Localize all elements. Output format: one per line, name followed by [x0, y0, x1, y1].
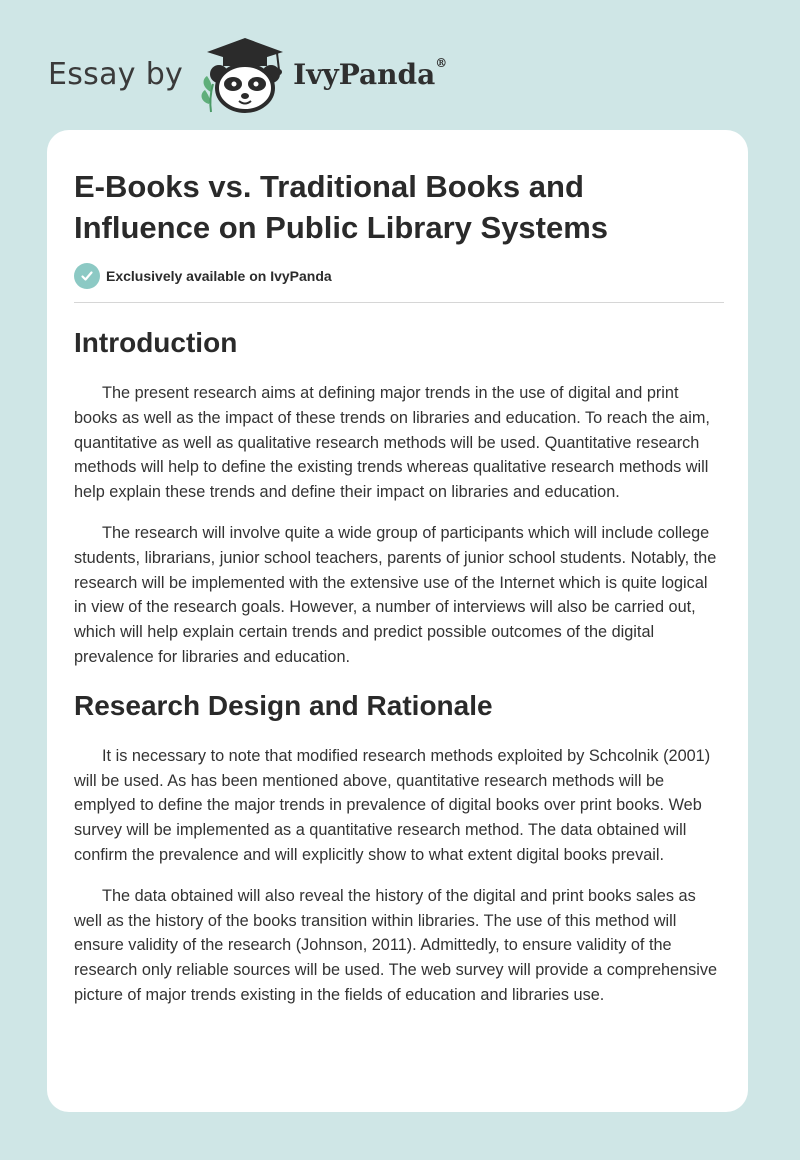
site-header — [48, 34, 447, 114]
panda-logo-icon[interactable] — [197, 34, 289, 114]
paragraph: The present research aims at defining major trends in the use of digital and print books as well as the impact of these trends on libraries and education. To reach the aim, quantitative as well as qualitative research methods will be used. Quantitative research methods will help to define the existing trends whereas qualitative research methods will help explain these trends and define their impact on libraries and education. — [74, 384, 710, 502]
section-heading-research-design: Research Design and Rationale — [74, 689, 493, 721]
brand-name: IvyPanda® — [293, 55, 448, 91]
exclusive-badge — [74, 262, 724, 290]
article-card — [47, 130, 748, 1112]
paragraph: The research will involve quite a wide group of participants which will include college students, librarians, junior school teachers, parents of junior school students. Notably, the research will be implemented with the extensive use of the Internet which is quite logical in view of the research goals. However, a number of interviews will also be carried out, which will help explain certain trends and predict possible outcomes of the digital prevalence for libraries and education. — [74, 523, 717, 666]
essay-by-label: Essay by — [48, 56, 184, 92]
paragraph: The data obtained will also reveal the history of the digital and print books sales as well as the history of the books transition within libraries. The use of this method will ensure validity of the research (Johnson, 2011). Admittedly, to ensure validity of the research only reliable sources will be used. The web survey will provide a comprehensive picture of major trends existing in the fields of education and libraries use. — [74, 886, 718, 1004]
article-title: E-Books vs. Traditional Books and Influence on Public Library Systems — [74, 169, 609, 245]
section-heading-introduction: Introduction — [74, 327, 238, 358]
exclusive-label: Exclusively available on IvyPanda — [106, 268, 332, 284]
title-divider — [74, 302, 724, 303]
paragraph: It is necessary to note that modified research methods exploited by Schcolnik (2001) will be used. As has been mentioned above, quantitative research methods will be emplyed to define the major trends in prevalence of digital books over print books. Web survey will be implemented as a quantitative research method. The data obtained will confirm the prevalence and will explicitly show to what extent digital books prevail. — [74, 746, 711, 864]
article-content — [74, 166, 724, 1008]
check-icon — [74, 263, 100, 289]
